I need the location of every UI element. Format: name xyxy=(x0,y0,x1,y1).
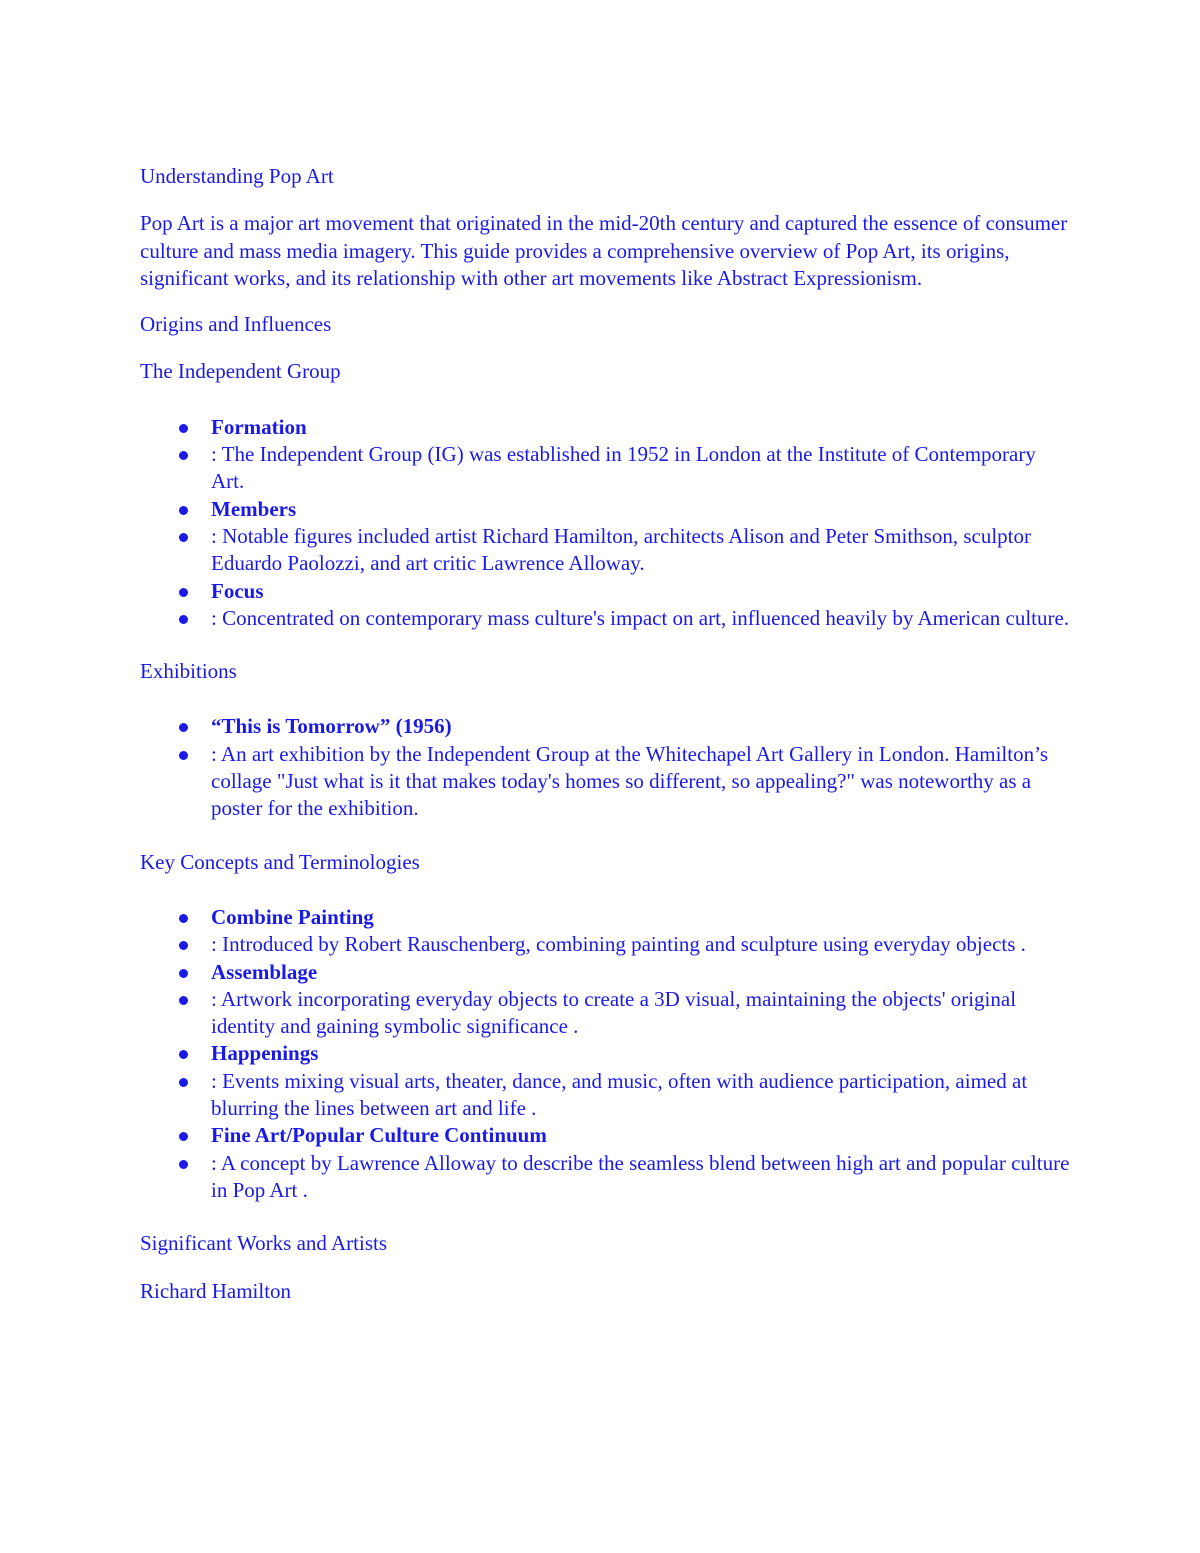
key-concepts-heading: Key Concepts and Terminologies xyxy=(140,849,420,874)
list-item xyxy=(140,1122,1070,1149)
list-item-term: Focus xyxy=(211,578,264,603)
list-item-description: : Notable figures included artist Richard Hamilton, architects Alison and Peter Smithson, sculptor Eduardo Paolozzi, and art critic Lawrence Alloway. xyxy=(211,523,1032,576)
list-item xyxy=(140,414,1070,441)
bullet-dot-icon xyxy=(179,914,188,923)
list-item-term: Assemblage xyxy=(211,959,318,984)
bullet-dot-icon xyxy=(179,615,188,624)
list-item xyxy=(140,1040,1070,1067)
list-item-term: Combine Painting xyxy=(211,904,374,929)
list-item xyxy=(140,605,1070,632)
list-item-term: Happenings xyxy=(211,1041,319,1066)
bullet-dot-icon xyxy=(179,1160,188,1169)
bullet-dot-icon xyxy=(179,533,188,542)
list-item xyxy=(140,986,1070,1041)
bullet-dot-icon xyxy=(179,1078,188,1087)
bullet-dot-icon xyxy=(179,751,188,760)
list-item xyxy=(140,904,1070,931)
list-item xyxy=(140,931,1070,958)
document-title: Understanding Pop Art xyxy=(140,164,334,188)
origins-heading: Origins and Influences xyxy=(140,312,332,337)
bullet-dot-icon xyxy=(179,451,188,460)
list-item-description: : An art exhibition by the Independent Group at the Whitechapel Art Gallery in London. Hamilton’s collage "Just what is it that makes today's homes so different, so appealing?" was noteworthy as a poster for the exhibition. xyxy=(211,741,1049,821)
bullet-dot-icon xyxy=(179,424,188,433)
list-item-term: Formation xyxy=(211,414,307,439)
document-page xyxy=(140,163,1070,1325)
bullet-dot-icon xyxy=(179,941,188,950)
list-item xyxy=(140,441,1070,496)
list-item-description: : Artwork incorporating everyday objects to create a 3D visual, maintaining the objects' original identity and gaining symbolic significance . xyxy=(211,986,1017,1039)
list-item-description: : Introduced by Robert Rauschenberg, combining painting and sculpture using everyday objects . xyxy=(211,932,1026,957)
bullet-dot-icon xyxy=(179,588,188,597)
list-item-description: : A concept by Lawrence Alloway to describe the seamless blend between high art and popular culture in Pop Art . xyxy=(211,1150,1070,1202)
key-concepts-list xyxy=(140,904,1070,1204)
list-item xyxy=(140,1150,1070,1205)
independent-group-heading: The Independent Group xyxy=(140,359,341,384)
list-item xyxy=(140,713,1070,740)
list-item xyxy=(140,1068,1070,1123)
intro-paragraph: Pop Art is a major art movement that originated in the mid-20th century and captured the essence of consumer culture and mass media imagery. This guide provides a comprehensive overview of Pop Art, its origins, significant works, and its relationship with other art movements like Abstract Expressionism. xyxy=(140,211,1068,290)
bullet-dot-icon xyxy=(179,723,188,732)
list-item-description: : Concentrated on contemporary mass culture's impact on art, influenced heavily by American culture. xyxy=(211,605,1070,630)
exhibitions-heading: Exhibitions xyxy=(140,659,237,684)
bullet-dot-icon xyxy=(179,996,188,1005)
independent-group-list xyxy=(140,414,1070,632)
list-item xyxy=(140,741,1070,823)
bullet-dot-icon xyxy=(179,506,188,515)
bullet-dot-icon xyxy=(179,1050,188,1059)
significant-works-heading: Significant Works and Artists xyxy=(140,1231,387,1256)
list-item-term: Members xyxy=(211,496,297,521)
list-item-description: : The Independent Group (IG) was established in 1952 in London at the Institute of Contemporary Art. xyxy=(211,442,1036,494)
list-item xyxy=(140,959,1070,986)
bullet-dot-icon xyxy=(179,969,188,978)
list-item-term: “This is Tomorrow” (1956) xyxy=(211,714,452,739)
list-item-description: : Events mixing visual arts, theater, dance, and music, often with audience participation, aimed at blurring the lines between art and life . xyxy=(211,1068,1028,1121)
list-item xyxy=(140,578,1070,605)
richard-hamilton-heading: Richard Hamilton xyxy=(140,1278,292,1303)
list-item xyxy=(140,496,1070,523)
list-item xyxy=(140,523,1070,578)
exhibitions-list xyxy=(140,713,1070,822)
list-item-term: Fine Art/Popular Culture Continuum xyxy=(211,1123,547,1148)
bullet-dot-icon xyxy=(179,1132,188,1141)
